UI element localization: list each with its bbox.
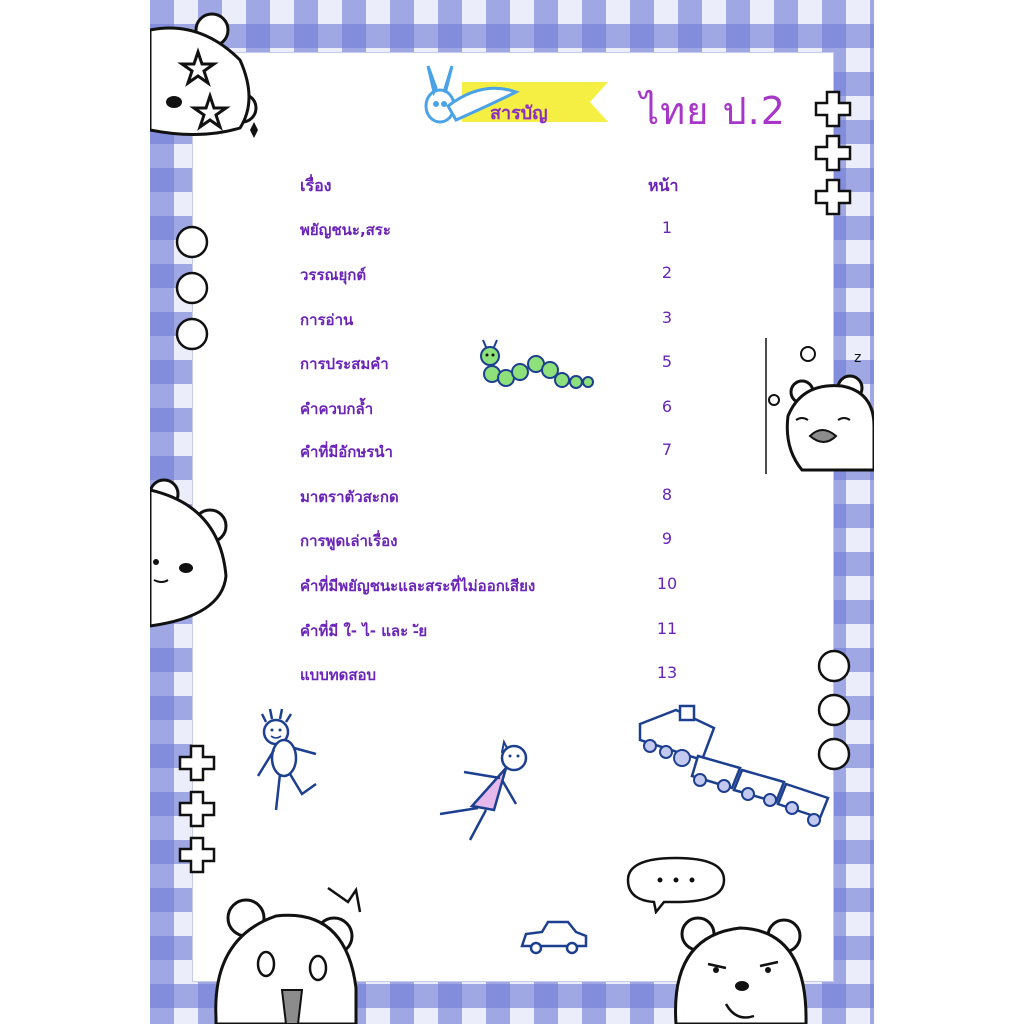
toc-row-page: 5 — [661, 352, 673, 371]
toc-row-page: 13 — [656, 663, 678, 682]
toc-row-title: คำที่มีอักษรนำ — [300, 443, 393, 461]
toc-row-page: 11 — [656, 619, 678, 638]
toc-row-title: การอ่าน — [300, 311, 354, 329]
toc-row-title: การประสมคำ — [300, 355, 389, 373]
toc-row-title: การพูดเล่าเรื่อง — [300, 532, 398, 550]
speech-bubble-icon — [620, 852, 732, 914]
bear-icon — [150, 10, 260, 140]
toc-row-title: แบบทดสอบ — [300, 666, 377, 684]
toc-row-page: 6 — [661, 397, 673, 416]
toc-col-page: หน้า — [648, 176, 679, 195]
caterpillar-icon — [474, 336, 600, 396]
toc-row — [300, 619, 690, 645]
toc-row — [300, 308, 690, 334]
toc-row — [300, 263, 690, 289]
toc-row — [300, 218, 690, 244]
toc-row-title: พยัญชนะ,สระ — [300, 221, 391, 239]
toc-row-page: 8 — [661, 485, 673, 504]
toc-row-page: 2 — [661, 263, 673, 282]
toc-row — [300, 440, 690, 466]
toc-row-title: มาตราตัวสะกด — [300, 488, 399, 506]
circle-icon — [172, 222, 216, 362]
toc-row-page: 1 — [661, 218, 673, 237]
toc-row-title: คำที่มีพยัญชนะและสระที่ไม่ออกเสียง — [300, 577, 536, 595]
toc-row-title: วรรณยุกต์ — [300, 266, 367, 284]
stick-boy-icon — [250, 706, 330, 816]
stick-girl-icon — [436, 734, 546, 844]
toc-row — [300, 397, 690, 423]
plus-icon — [176, 742, 218, 878]
toc-col-title: เรื่อง — [300, 176, 332, 195]
bear-icon — [668, 906, 812, 1024]
toc-row-page: 9 — [661, 529, 673, 548]
toc-row — [300, 485, 690, 511]
toc-row-page: 3 — [661, 308, 673, 327]
sleeping-bear-icon — [762, 336, 874, 476]
plus-icon — [812, 88, 854, 220]
bear-icon — [206, 868, 392, 1024]
toc-row-page: 10 — [656, 574, 678, 593]
toc-row-page: 7 — [661, 440, 673, 459]
bear-icon — [150, 476, 234, 632]
toc-row-title: คำควบกล้ำ — [300, 400, 374, 418]
svg-text:z: z — [854, 350, 862, 366]
toc-row — [300, 574, 690, 600]
toc-row-title: คำที่มี ใ- ไ- และ -ัย — [300, 622, 428, 640]
train-icon — [636, 704, 832, 834]
ribbon-label: สารบัญ — [490, 103, 548, 124]
car-icon — [518, 918, 590, 958]
toc-row — [300, 663, 690, 689]
toc-row — [300, 529, 690, 555]
page-title: ไทย ป.2 — [640, 89, 786, 133]
